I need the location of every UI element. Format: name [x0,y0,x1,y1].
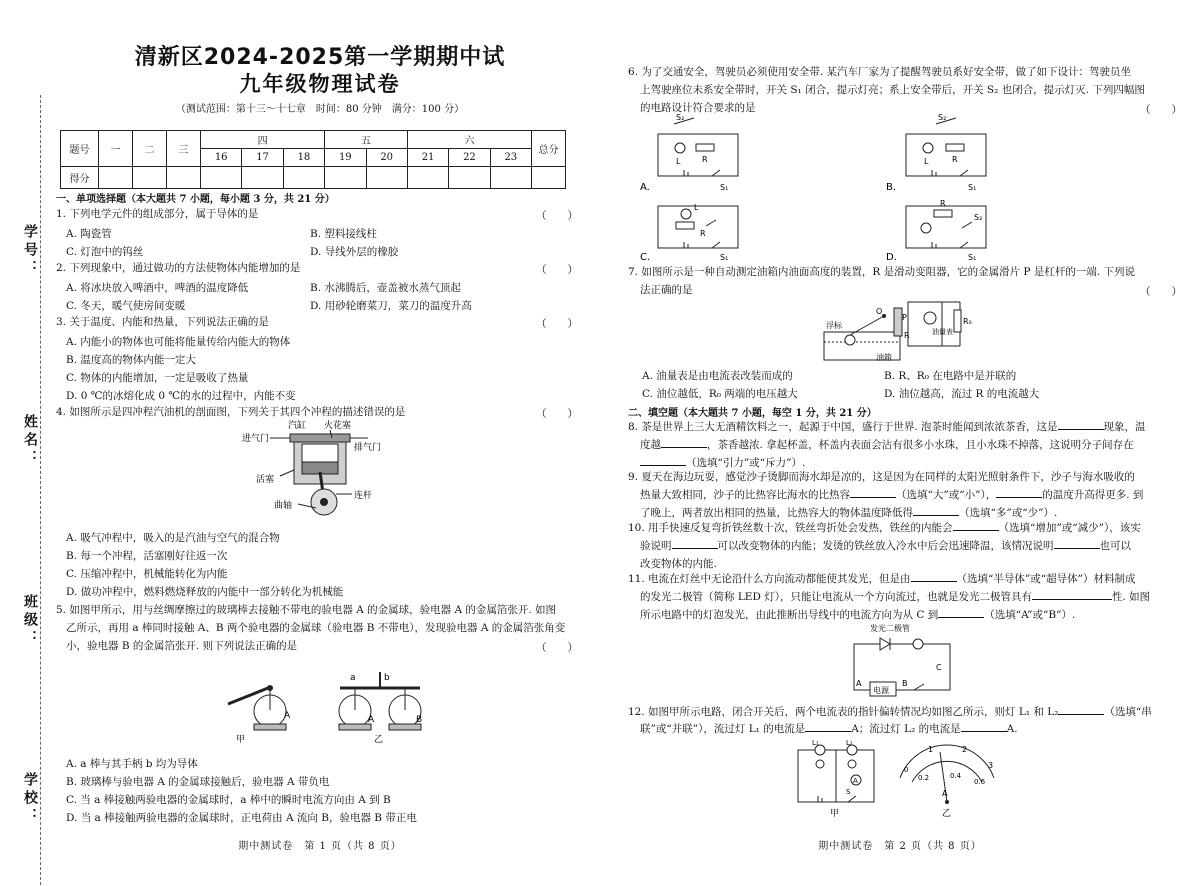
q2-stem: 2. 下列现象中，通过做功的方法使物体内能增加的是 [56,262,301,274]
switch-s1: S₁ [968,253,977,262]
score-cell[interactable] [167,167,201,189]
q9-line-2 [640,486,1143,504]
q5-option-d: D. 当 a 棒接触两验电器的金属球时，正电荷由 A 流向 B，验电器 B 带正电 [66,812,417,824]
ammeter-dial [900,745,994,819]
q1-option-c: C. 灯泡中的钨丝 [66,246,144,258]
q7-option-d: D. 油位越高，流过 R 的电流越大 [884,388,1040,400]
q6-option-c: C. [640,252,651,263]
q11-line-2 [640,588,1150,606]
label-rod: 连杆 [354,491,373,501]
answer-blank[interactable] [938,606,984,618]
electroscope-jia [228,685,291,745]
label-tank: 油箱 [876,353,892,362]
ammeter-unit: A [942,789,948,798]
label-intake-valve: 进气门 [242,434,270,444]
q12-text: A；流过灯 L₂ 的电流是 [851,723,961,735]
q8-text: 8. 茶是世界上三大无酒精饮料之一，起源于中国，盛行于世界. 泡茶时能闻到浓浓茶香，这是 [628,421,1058,433]
q9-line-1: 9. 夏天在海边玩耍，感觉沙子烫脚而海水却是凉的，这是因为在同样的太阳光照射条件下，沙子与海水吸收的 [628,471,1135,483]
score-sub: 18 [283,149,324,167]
label-L2: L₂ [846,739,853,747]
q6-option-a: A. [640,182,650,193]
q5-stem-2: 乙所示，再用 a 棒同时接触 A、B 两个验电器的金属球（验电器 B 不带电），发现验电器 A 的金属箔张角变 [66,622,566,634]
q11-text: （选填“半导体”或“超导体”）材料制成 [956,573,1136,585]
q4-option-b: B. 每一个冲程，活塞刚好往返一次 [66,550,228,562]
label-B: B [902,679,908,688]
exam-scope: （测试范围：第十三～十七章 时间：80 分钟 满分：100 分） [175,104,465,115]
tick-label: 3 [988,761,994,770]
switch-s1: S₁ [720,253,729,262]
fig-yi-caption: 乙 [374,735,384,745]
fig-jia-caption: 甲 [236,735,246,745]
q10-text: 也可以 [1099,540,1131,552]
answer-blank[interactable] [913,504,959,516]
q10-text: 10. 用手快速反复弯折铁丝数十次，铁丝弯折处会发热，铁丝的内能会 [628,522,953,534]
q2-option-a: A. 将冰块放入啤酒中，啤酒的温度降低 [66,282,249,294]
score-sub: 23 [490,149,531,167]
label-led: 发光二极管 [870,624,910,633]
score-cell[interactable] [490,167,531,189]
section-2-title: 二、填空题（本大题共 7 小题，每空 1 分，共 21 分） [628,408,877,419]
score-sub: 21 [407,149,448,167]
score-cell[interactable] [449,167,490,189]
q9-text: （选填“大”或“小”）， [896,489,997,501]
q10-text: 可以改变物体的内能；发烫的铁丝放入冷水中后会迅速降温，该情况说明 [717,540,1054,552]
exam-subtitle: 九年级物理试卷 [239,72,401,96]
label-a: a [350,673,356,683]
class-label: 班级： [22,594,38,648]
section-1-title: 一、单项选择题（本大题共 7 小题，每小题 3 分，共 21 分） [56,194,335,205]
q12-line-1 [628,703,1152,721]
q7-option-b: B. R、R₀ 在电路中是并联的 [884,370,1017,382]
label-spark-plug: 火花塞 [324,421,352,431]
switch-s2: S₂ [676,113,685,122]
circuit-b [886,113,986,193]
q9-text: 的温度升高得更多. 到 [1042,489,1144,501]
q12-diagrams [790,740,1010,820]
score-head-total: 总分 [532,131,566,167]
tick-label: 2 [962,745,968,754]
label-b: b [384,673,390,683]
cut-line [40,95,41,885]
electroscope-yi [339,672,422,745]
score-head-1: 一 [99,131,133,167]
answer-blank[interactable] [850,486,896,498]
q5-option-c: C. 当 a 棒接触两验电器的金属球时，a 棒中的瞬时电流方向由 A 到 B [66,794,391,806]
q7-option-a: A. 油量表是由电流表改装而成的 [642,370,793,382]
q3-stem: 3. 关于温度、内能和热量，下列说法正确的是 [56,316,269,328]
lamp-l: L [676,157,681,166]
fig-jia-caption: 甲 [830,809,840,819]
answer-blank[interactable] [953,519,999,531]
score-cell[interactable] [366,167,407,189]
score-cell[interactable] [283,167,324,189]
q5-stem-1: 5. 如图甲所示，用与丝绸摩擦过的玻璃棒去接触不带电的验电器 A 的金属球，验电器 A 的金属箔张开. 如图 [56,604,557,616]
answer-blank[interactable] [805,720,851,732]
q8-text: 现象，温 [1103,421,1146,433]
answer-blank[interactable] [1058,703,1104,715]
binding-margin [0,0,52,886]
q6-line-3: 的电路设计符合要求的是 [640,102,756,114]
q11-text: 的发光二极管（简称 LED 灯），只能让电流从一个方向流过，也就是发光二极管具有 [640,591,1032,603]
answer-paren[interactable]: （ ） [536,210,578,222]
score-cell[interactable] [242,167,283,189]
resistor-r: R [940,199,946,208]
score-cell[interactable] [532,167,566,189]
answer-blank[interactable] [661,436,707,448]
q7-line-2: 法正确的是 [640,284,693,296]
q3-option-b: B. 温度高的物体内能一定大 [66,354,196,366]
tick-label: 0.6 [974,778,986,786]
score-row-label: 得分 [61,167,99,189]
q3-option-d: D. 0 ℃的冰熔化成 0 ℃的水的过程中，内能不变 [66,390,296,402]
q10-line-2 [640,537,1131,555]
tick-label: 1 [928,745,934,754]
answer-paren[interactable]: （ ） [1140,104,1182,116]
switch-s2: S₂ [974,213,983,222]
q10-line-1 [628,519,1141,537]
label-power: 电源 [873,686,889,695]
resistor-r: R [702,155,708,164]
tick-label: 0.2 [918,774,930,782]
q10-line-3: 改变物体的内能. [640,558,717,570]
q11-text: 所示电路中的灯泡发光，由此推断出导线中的电流方向为从 C 到 [640,609,939,621]
engine-diagram [242,420,390,520]
q6-line-1: 6. 为了交通安全，驾驶员必须使用安全带. 某汽车厂家为了提醒驾驶员系好安全带，做了如下设计：驾驶员坐 [628,66,1132,78]
label-A: A [368,715,375,725]
label-crankshaft: 曲轴 [274,501,293,511]
q12-text: 联”或“并联”），流过灯 L₁ 的电流是 [640,723,806,735]
label-B: B [416,715,423,725]
label-A: A [856,679,862,688]
circuit-jia [798,739,874,819]
exam-title: 清新区2024-2025第一学期期中试 [134,45,506,70]
score-cell[interactable] [201,167,242,189]
answer-blank[interactable] [640,454,686,466]
circuit-d [886,199,986,263]
oil-gauge-diagram [820,298,980,364]
student-no-label: 学号： [22,224,38,278]
score-sub: 16 [201,149,242,167]
label-float: 浮标 [826,321,842,330]
q11-text: 11. 电流在灯丝中无论沿什么方向流动都能使其发光，但是由 [628,573,911,585]
q8-line-2 [640,436,1134,454]
label-cylinder: 汽缸 [288,421,307,431]
q6-option-d: D. [886,252,897,263]
answer-blank[interactable] [672,537,718,549]
score-head-2: 二 [133,131,167,167]
score-cell[interactable] [99,167,133,189]
switch-s1: S₁ [720,183,729,192]
score-head-6: 六 [407,131,531,149]
q2-option-d: D. 用砂轮磨菜刀，菜刀的温度升高 [310,300,472,312]
answer-paren[interactable]: （ ） [536,642,578,654]
q4-stem: 4. 如图所示是四冲程汽油机的剖面图，下列关于其四个冲程的描述错误的是 [56,406,406,418]
answer-paren[interactable]: （ ） [1140,286,1182,298]
q12-line-2 [640,720,1018,738]
q12-text: 12. 如图甲所示电路，闭合开关后，两个电流表的指针偏转情况均如图乙所示，则灯 L₁ 和 L₂ [628,706,1059,718]
score-sub: 19 [325,149,366,167]
q2-option-b: B. 水沸腾后，壶盖被水蒸气顶起 [310,282,461,294]
answer-blank[interactable] [1058,418,1104,430]
label-oil-meter: 油量表 [932,328,953,336]
q6-circuits [636,114,1176,262]
score-table [60,130,566,189]
electroscope-diagram [210,666,440,746]
score-head-5: 五 [325,131,408,149]
score-head-num: 题号 [61,131,99,167]
label-P: P [902,313,907,322]
answer-blank[interactable] [961,720,1007,732]
lamp-l: L [694,203,699,212]
q10-text: 验说明 [640,540,672,552]
switch-s2: S₂ [938,113,947,122]
q6-option-b: B. [886,182,897,193]
q1-option-a: A. 陶瓷管 [66,228,112,240]
q5-option-b: B. 玻璃棒与验电器 A 的金属球接触后，验电器 A 带负电 [66,776,330,788]
q9-text: （选填“多”或“少”）. [959,507,1058,519]
answer-paren[interactable]: （ ） [536,264,578,276]
answer-paren[interactable]: （ ） [536,408,578,420]
q8-text: ，茶香越浓. 拿起杯盖，杯盖内表面会沾有很多小水珠，且小水珠不掉落，这说明分子间存在 [707,439,1134,451]
score-head-3: 三 [167,131,201,167]
label-exhaust-valve: 排气门 [354,443,382,453]
score-sub: 22 [449,149,490,167]
answer-blank[interactable] [911,570,957,582]
resistor-r: R [700,229,706,238]
q4-option-a: A. 吸气冲程中，吸入的是汽油与空气的混合物 [66,532,280,544]
q5-stem-3: 小，验电器 B 的金属箔张开. 则下列说法正确的是 [66,640,298,652]
answer-paren[interactable]: （ ） [536,318,578,330]
school-label: 学校： [22,772,38,826]
score-sub: 17 [242,149,283,167]
tick-label: 0 [904,766,909,774]
score-sub: 20 [366,149,407,167]
q1-option-d: D. 导线外层的橡胶 [310,246,399,258]
q3-option-c: C. 物体的内能增加，一定是吸收了热量 [66,372,249,384]
led-circuit-diagram [840,622,960,696]
q11-line-1 [628,570,1136,588]
q6-line-2: 上驾驶座位未系安全带时，开关 S₁ 闭合，提示灯亮；系上安全带后，开关 S₂ 也闭合，提示灯灭. 下列四幅图 [640,84,1145,96]
q1-stem: 1. 下列电学元件的组成部分，属于导体的是 [56,208,259,220]
q7-line-1: 7. 如图所示是一种自动测定油箱内油面高度的装置，R 是滑动变阻器，它的金属滑片 P 是杠杆的一端. 下列说 [628,266,1136,278]
label-A: A [284,711,291,721]
q12-text: （选填“串 [1104,706,1152,718]
q1-option-b: B. 塑料接线柱 [310,228,377,240]
q12-text: A. [1006,723,1018,735]
q11-text: （选填“A”或“B”）. [984,609,1076,621]
q5-option-a: A. a 棒与其手柄 b 均为导体 [66,758,198,770]
q7-option-c: C. 油位越低，R₀ 两端的电压越大 [642,388,798,400]
circuit-c [640,203,738,263]
q8-text: （选填“引力”或“斥力”）. [686,457,806,469]
label-O: O [876,307,883,316]
tick-label: 0.4 [950,772,962,780]
lamp-l: L [924,157,929,166]
name-label: 姓名： [22,414,38,468]
switch-s1: S₁ [968,183,977,192]
ammeter-icon: A [853,777,858,785]
q8-text: 度越 [640,439,661,451]
score-cell[interactable] [407,167,448,189]
q8-line-1 [628,418,1146,436]
answer-blank[interactable] [1032,588,1112,600]
score-head-4: 四 [201,131,325,149]
label-L1: L₁ [812,739,819,747]
score-cell[interactable] [133,167,167,189]
q10-text: （选填“增加”或“减少”），该实 [998,522,1141,534]
resistor-r: R [952,155,958,164]
q4-option-c: C. 压缩冲程中，机械能转化为内能 [66,568,228,580]
answer-blank[interactable] [1054,537,1100,549]
q9-text: 热量大致相同，沙子的比热容比海水的比热容 [640,489,850,501]
label-piston: 活塞 [256,475,275,485]
circuit-a [640,113,738,193]
q11-text: 性. 如图 [1111,591,1151,603]
label-S: S [846,788,851,796]
footer-page-1: 期中测试卷 第 1 页（共 8 页） [238,841,402,852]
label-R: R [904,331,910,340]
q2-option-c: C. 冬天，暖气使房间变暖 [66,300,186,312]
q9-text: 了晚上，两者放出相同的热量，比热容大的物体温度降低得 [640,507,913,519]
score-cell[interactable] [325,167,366,189]
fig-yi-caption: 乙 [942,809,952,819]
q3-option-a: A. 内能小的物体也可能将能量传给内能大的物体 [66,336,291,348]
footer-page-2: 期中测试卷 第 2 页（共 8 页） [818,841,982,852]
q4-option-d: D. 做功冲程中，燃料燃烧释放的内能中一部分转化为机械能 [66,586,344,598]
answer-blank[interactable] [996,486,1042,498]
label-R0: R₀ [963,317,972,326]
label-C: C [936,663,942,672]
